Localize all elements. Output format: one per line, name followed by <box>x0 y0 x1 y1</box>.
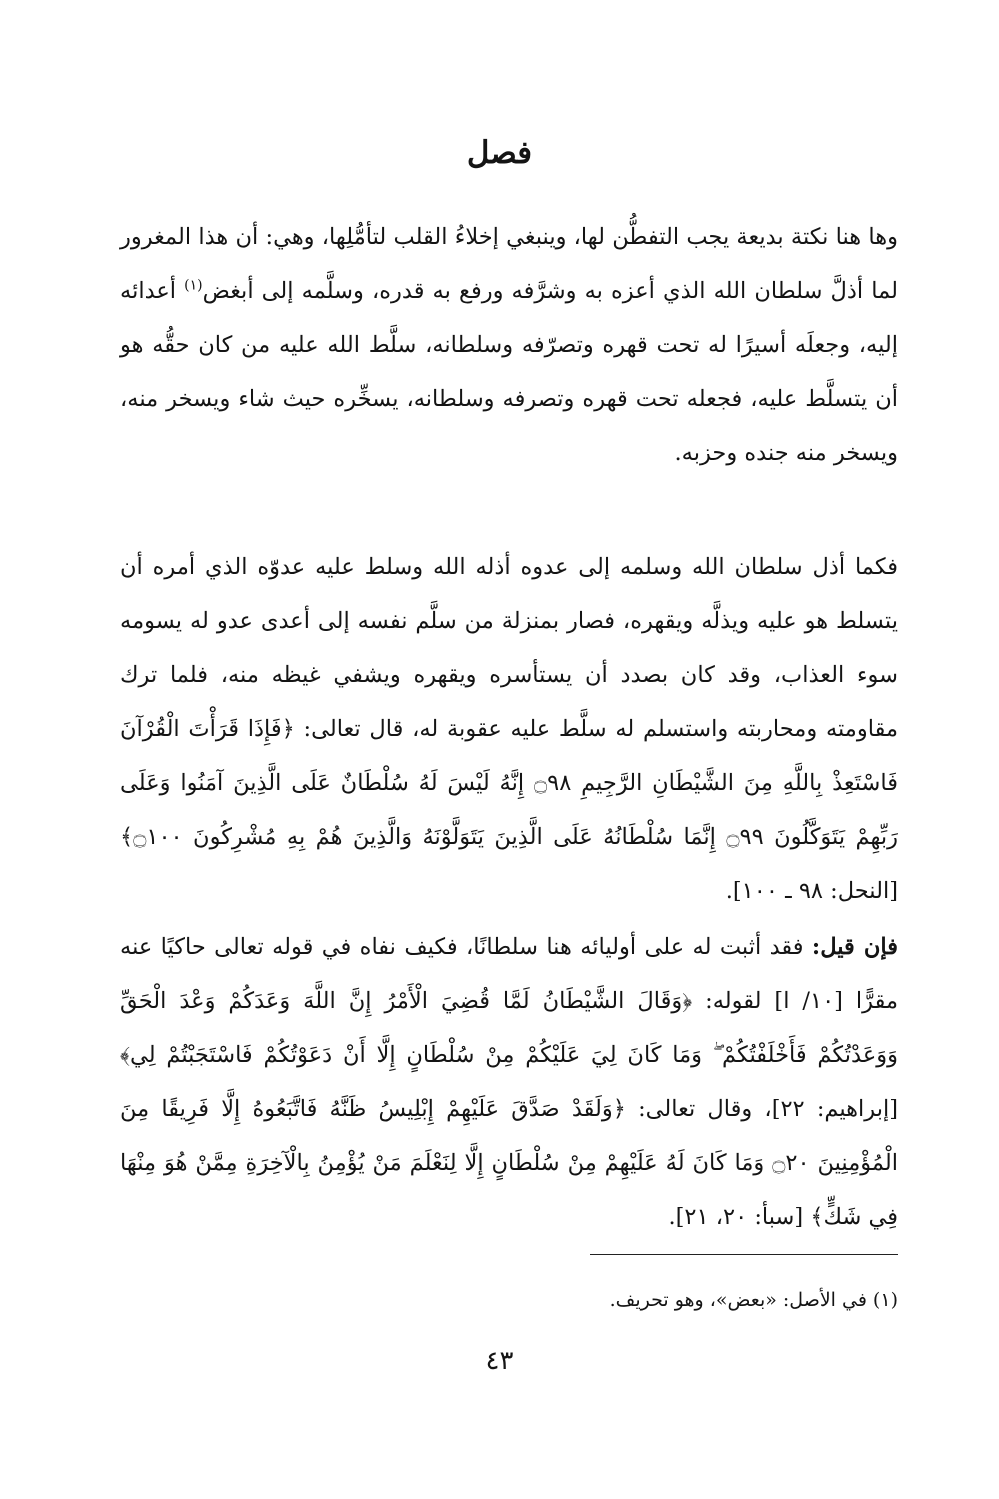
paragraph-3-lead: فإن قيل: <box>811 934 899 960</box>
section-title: فصل <box>466 135 533 171</box>
paragraph-1-text-a: وها هنا نكتة بديعة يجب التفطُّن لها، وينبغي إخلاءُ القلب لتأمُّلِها، وهي: أن هذا المغرور لما أذلَّ سلطان الله الذي أعزه به وشرَّفه ورفع به قدره، وسلَّمه إلى أبغض <box>120 224 898 304</box>
footnote: (١) في الأصل: «بعض»، وهو تحريف. <box>609 1289 898 1311</box>
footnote-reference: (١) <box>184 277 203 294</box>
paragraph-3 <box>120 920 898 1244</box>
paragraph-2: فكما أذل سلطان الله وسلمه إلى عدوه أذله الله وسلط عليه عدوّه الذي أمره أن يتسلط هو عليه ويذلَّه ويقهره، فصار بمنزلة من سلَّم نفسه إلى أعدى عدو له يسومه سوء العذاب، وقد كان بصدد أن يستأسره ويقهره ويشفي غيظه منه، فلما ترك مقاومته ومحاربته واستسلم له سلَّط عليه عقوبة له، قال تعالى: ﴿فَإِذَا قَرَأْتَ الْقُرْآنَ فَاسْتَعِذْ بِاللَّهِ مِنَ الشَّيْطَانِ الرَّجِيمِ ۝٩٨ إِنَّهُ لَيْسَ لَهُ سُلْطَانٌ عَلَى الَّذِينَ آمَنُوا وَعَلَى رَبِّهِمْ يَتَوَكَّلُونَ ۝٩٩ إِنَّمَا سُلْطَانُهُ عَلَى الَّذِينَ يَتَوَلَّوْنَهُ وَالَّذِينَ هُمْ بِهِ مُشْرِكُونَ ۝١٠٠﴾ [النحل: ٩٨ ـ ١٠٠]. <box>120 554 899 904</box>
footnote-divider <box>590 1254 898 1255</box>
paragraph-1-text-b: أعدائه إليه، وجعلَه أسيرًا له تحت قهره وتصرّفه وسلطانه، سلَّط الله عليه من كان حقُّه هو أن يتسلَّط عليه، فجعله تحت قهره وتصرفه وسلطانه، يسخِّره حيث شاء ويسخر منه، ويسخر منه جنده وحزبه. <box>120 278 898 466</box>
paragraph-1 <box>120 210 898 480</box>
paragraph-3-text: فقد أثبت له على أوليائه هنا سلطانًا، فكيف نفاه في قوله تعالى حاكيًا عنه مقرًّا [١٠/ ا] لقوله: ﴿وَقَالَ الشَّيْطَانُ لَمَّا قُضِيَ الْأَمْرُ إِنَّ اللَّهَ وَعَدَكُمْ وَعْدَ الْحَقِّ وَوَعَدْتُكُمْ فَأَخْلَفْتُكُمْ ۖ وَمَا كَانَ لِيَ عَلَيْكُمْ مِنْ سُلْطَانٍ إِلَّا أَنْ دَعَوْتُكُمْ فَاسْتَجَبْتُمْ لِي﴾ [إبراهيم: ٢٢]، وقال تعالى: ﴿وَلَقَدْ صَدَّقَ عَلَيْهِمْ إِبْلِيسُ ظَنَّهُ فَاتَّبَعُوهُ إِلَّا فَرِيقًا مِنَ الْمُؤْمِنِينَ ۝٢٠ وَمَا كَانَ لَهُ عَلَيْهِمْ مِنْ سُلْطَانٍ إِلَّا لِنَعْلَمَ مَنْ يُؤْمِنُ بِالْآخِرَةِ مِمَّنْ هُوَ مِنْهَا فِي شَكٍّ﴾ [سبأ: ٢٠، ٢١]. <box>120 934 899 1230</box>
page-number: ٤٣ <box>485 1346 514 1376</box>
